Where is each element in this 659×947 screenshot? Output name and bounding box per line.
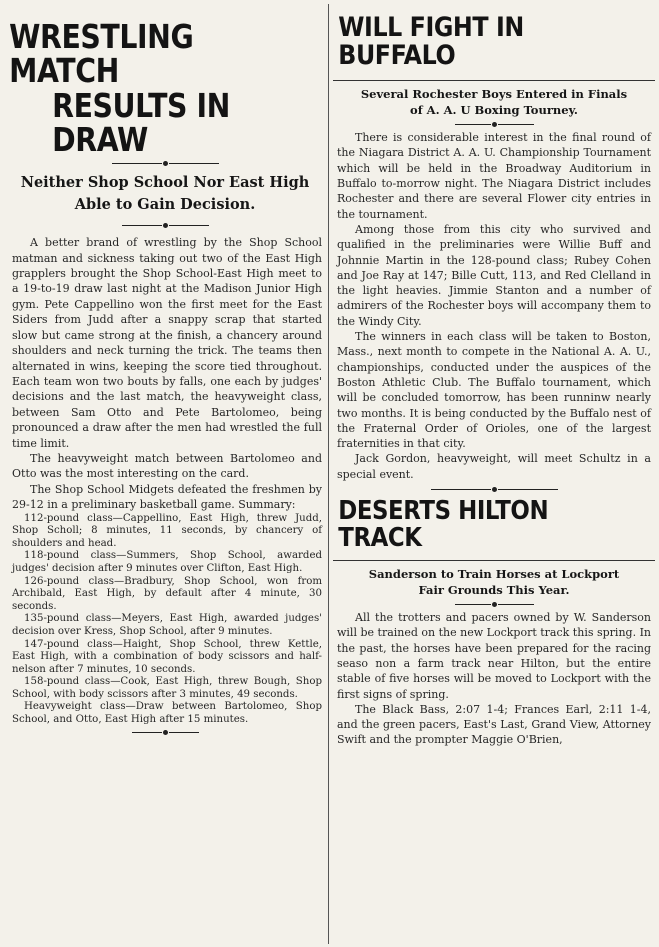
headline-wrestling bbox=[4, 17, 281, 159]
summary-item: 126-pound class—Bradbury, Shop School, won from Archibald, East High, by default after 4 minute, 30 seconds. bbox=[12, 575, 322, 612]
right-column bbox=[333, 0, 655, 748]
deck-hilton bbox=[333, 566, 655, 598]
paragraph: There is considerable interest in the final round of the Niagara District A. A. U. Championship Tournament which will be held in the Broadway Auditorium in Buffalo to-morrow night. The Niagara District includes Rochester and there are several Flower city entries in the tournament. bbox=[337, 131, 651, 221]
paragraph: Among those from this city who survived and qualified in the preliminaries were Willie Buff and Johnnie Martin in the 128-pound class; Rubey Cohen and Joe Ray at 147; Bille Cutt, 113, and Red Clelland in the light heavies. Jimmie Stanton and a number of admirers of the Rochester boys will accompany them to the Windy City. bbox=[337, 222, 651, 328]
summary-item: 112-pound class—Cappellino, East High, threw Judd, Shop Scholl; 8 minutes, 11 seconds, by chancery of shoulders and head. bbox=[12, 512, 322, 549]
summary-item: 147-pound class—Haight, Shop School, threw Kettle, East High, with a combination of body scissors and half-nelson after 7 minutes, 10 seconds. bbox=[12, 638, 322, 675]
paragraph: A better brand of wrestling by the Shop School matman and sickness taking out two of the East High grapplers brought the Shop School-East High meet to a 19-to-19 draw last night at the Madison Junior High gym. Pete Cappellino won the first meet for the East Siders from Judd after a snappy scrap that started slow but came strong at the finish, a chancery around shoulders and neck turning the trick. The teams then alternated in wins, keeping the score tied throughout. Each team won two bouts by falls, one each by judges' decisions and the last match, the heavyweight class, between Sam Otto and Pete Bartolomeo, being pronounced a draw after the men had wrestled the full time limit. bbox=[12, 236, 322, 450]
deck-line: Sanderson to Train Horses at Lockport bbox=[368, 567, 620, 582]
deck-line: of A. A. U Boxing Tourney. bbox=[410, 103, 578, 118]
separator bbox=[4, 223, 326, 228]
deck-buffalo bbox=[333, 86, 655, 118]
bout-summary bbox=[4, 513, 326, 727]
separator bbox=[4, 730, 326, 735]
summary-item: 135-pound class—Meyers, East High, awarded judges' decision over Kress, Shop School, after 9 minutes. bbox=[12, 613, 322, 637]
divider-line bbox=[333, 80, 655, 81]
deck-line: Neither Shop School Nor East High bbox=[20, 174, 310, 192]
summary-item: 158-pound class—Cook, East High, threw Bough, Shop School, with body scissors after 3 minutes, 49 seconds. bbox=[12, 676, 322, 700]
paragraph: Jack Gordon, heavyweight, will meet Schultz in a special event. bbox=[337, 452, 651, 481]
article-body bbox=[4, 235, 326, 512]
separator bbox=[333, 122, 655, 127]
paragraph: The heavyweight match between Bartolomeo and Otto was the most interesting on the card. bbox=[12, 451, 322, 481]
headline-hilton: DESERTS HILTON TRACK bbox=[338, 495, 549, 554]
article-body bbox=[333, 610, 655, 748]
deck-line: Several Rochester Boys Entered in Finals bbox=[360, 87, 628, 102]
separator bbox=[4, 161, 326, 166]
divider-line bbox=[333, 560, 655, 561]
article-body bbox=[333, 130, 655, 482]
headline-line: WRESTLING MATCH bbox=[9, 17, 194, 91]
paragraph: The winners in each class will be taken to Boston, Mass., next month to compete in the National A. A. U., championships, conducted under the auspices of the Boston Athletic Club. The Buffalo tournament, which will be concluded tomorrow, has been runninw nearly two months. It is being conducted by the Buffalo nest of the Fraternal Order of Orioles, one of the largest fraternities in that city. bbox=[337, 330, 651, 451]
headline-buffalo: WILL FIGHT IN BUFFALO bbox=[338, 12, 524, 72]
paragraph: The Shop School Midgets defeated the freshmen by 29-12 in a preliminary basketball game. Summary: bbox=[12, 482, 322, 512]
paragraph: The Black Bass, 2:07 1-4; Frances Earl, 2:11 1-4, and the green pacers, East's Last, Grand View, Attorney Swift and the prompter Maggie O'Brien, bbox=[337, 702, 651, 747]
wrestling-article bbox=[4, 0, 326, 738]
paragraph: All the trotters and pacers owned by W. Sanderson will be trained on the new Lockport track this spring. In the past, the horses have been prepared for the racing seaso non a farm track near Hilton, but the entire stable of five horses will be moved to Lockport with the first signs of spring. bbox=[337, 611, 651, 701]
headline-line: RESULTS IN DRAW bbox=[52, 85, 230, 159]
summary-item: 118-pound class—Summers, Shop School, awarded judges' decision after 9 minutes over Clifton, East High. bbox=[12, 550, 322, 574]
deck-line: Able to Gain Decision. bbox=[74, 196, 256, 214]
deck-wrestling bbox=[4, 172, 326, 216]
separator bbox=[333, 487, 655, 492]
column-divider bbox=[328, 4, 329, 944]
separator bbox=[333, 602, 655, 607]
summary-item: Heavyweight class—Draw between Bartolomeo, Shop School, and Otto, East High after 15 minutes. bbox=[12, 701, 322, 726]
deck-line: Fair Grounds This Year. bbox=[418, 583, 570, 598]
